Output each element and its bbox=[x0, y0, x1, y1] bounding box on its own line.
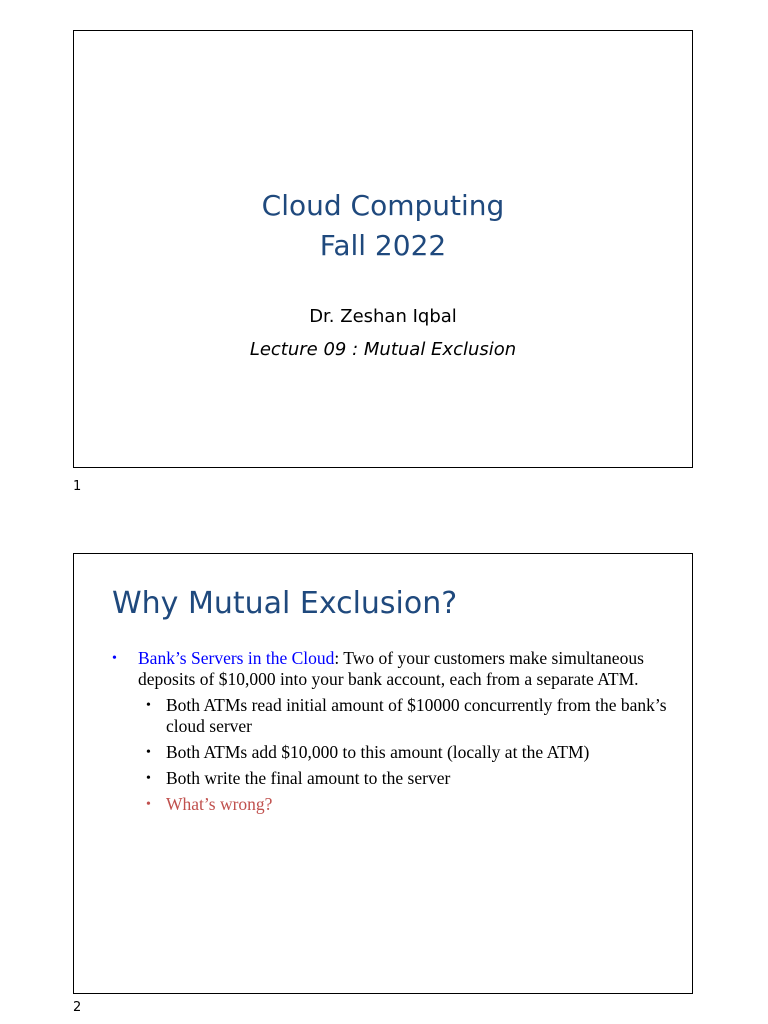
sub-bullet-list bbox=[146, 695, 672, 815]
sub-bullet-text: Both ATMs read initial amount of $10000 concurrently from the bank’s cloud server bbox=[166, 695, 667, 736]
slide-1-title bbox=[74, 186, 692, 266]
bullet-icon: • bbox=[112, 651, 117, 666]
sub-bullet-text: Both ATMs add $10,000 to this amount (locally at the ATM) bbox=[166, 742, 590, 762]
main-bullet-highlight: Bank’s Servers in the Cloud bbox=[138, 648, 335, 668]
list-item bbox=[146, 695, 672, 737]
list-item bbox=[146, 794, 672, 815]
slide-2-title: Why Mutual Exclusion? bbox=[112, 586, 458, 621]
list-item bbox=[146, 768, 672, 789]
main-bullet-text bbox=[138, 648, 672, 690]
sub-bullet-text: Both write the final amount to the server bbox=[166, 768, 451, 788]
page-number-1: 1 bbox=[73, 479, 82, 494]
bullet-icon: • bbox=[146, 797, 151, 812]
slide-2 bbox=[73, 553, 693, 994]
page-number-2: 2 bbox=[73, 1000, 82, 1015]
author-name: Dr. Zeshan Iqbal bbox=[309, 306, 457, 327]
bullet-icon: • bbox=[146, 771, 151, 786]
slide-2-body bbox=[112, 648, 672, 815]
main-bullet bbox=[112, 648, 672, 690]
lecture-title: Lecture 09 : Mutual Exclusion bbox=[249, 339, 517, 360]
course-title: Cloud Computing bbox=[261, 189, 505, 222]
term-title: Fall 2022 bbox=[319, 229, 447, 262]
bullet-icon: • bbox=[146, 745, 151, 760]
main-bullet-rest: : Two of your customers make simultaneous deposits of $10,000 into your bank account, each from a separate ATM. bbox=[138, 648, 644, 689]
question-text: What’s wrong? bbox=[166, 794, 273, 814]
list-item bbox=[146, 742, 672, 763]
bullet-icon: • bbox=[146, 698, 151, 713]
slide-1 bbox=[73, 30, 693, 468]
